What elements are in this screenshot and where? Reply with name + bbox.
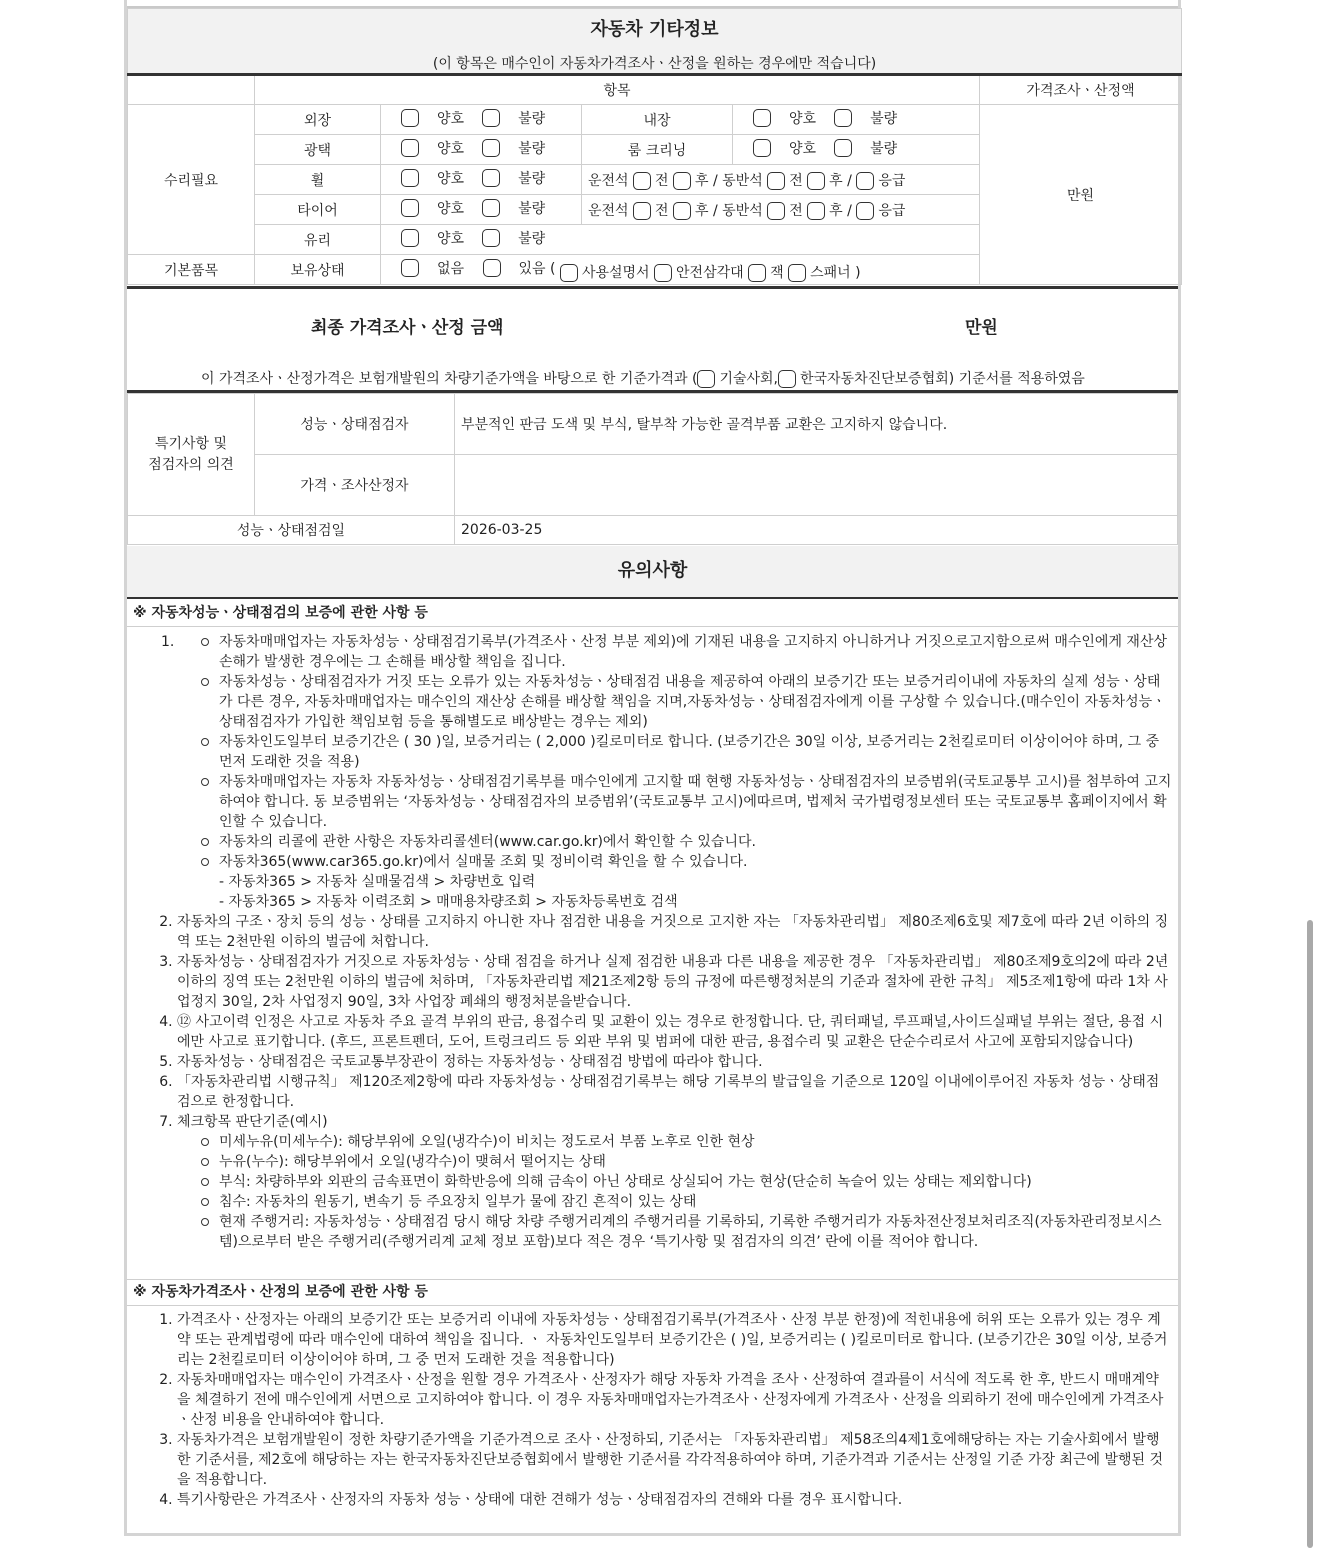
tire-driver-rear-checkbox[interactable] bbox=[673, 202, 691, 220]
basis-tech-society-checkbox[interactable] bbox=[697, 370, 715, 388]
notes-title: 유의사항 bbox=[617, 560, 688, 581]
item7-bullet: 미세누유(미세누수): 해당부위에 오일(냉각수)이 비치는 정도로서 부품 노후로 인한 현상 bbox=[219, 1132, 1172, 1152]
tire-label: 타이어 bbox=[255, 195, 381, 225]
triangle-checkbox[interactable] bbox=[654, 264, 672, 282]
inspection-form-page bbox=[124, 0, 1181, 1536]
other-info-table: 자동차 기타정보 (이 항목은 매수인이 자동차가격조사ㆍ산정을 원하는 경우에만 적습니다) 항목 가격조사ㆍ산정액 수리필요 외장 양호 불량 내장 양호 불량 만원 광택 양호 불량 룸 크리닝 양호 불량 휠 양호 불량 운전석 전 후 / 동반석 전 후 / 응급 타이어 양호 불량 운전석 전 후 / 동반석 전 후 / 응급 유리 양호 불량 기본품목 보유상태 없음 있음 ( 사용설명서 안전삼각대 잭 스패너 ) bbox=[127, 8, 1182, 285]
col-item-header: 항목 bbox=[255, 75, 980, 105]
price-unit: 만원 bbox=[980, 105, 1182, 285]
item1-bullet: 자동차인도일부터 보증기간은 ( 30 )일, 보증거리는 ( 2,000 )킬로미터로 합니다. (보증기간은 30일 이상, 보증거리는 2천킬로미터 이상이어야 하며, 그 중 먼저 도래한 것을 적용) bbox=[219, 732, 1172, 772]
warranty-item: 3. 자동차성능ㆍ상태점검자가 거짓으로 자동차성능ㆍ상태 점검을 하거나 실제 점검한 내용과 다른 내용을 제공한 경우 「자동차관리법」 제80조제9호의2에 따라 2년 이하의 징역 또는 2천만원 이하의 벌금에 처하며, 「자동차관리법 제21조제2항 등의 규정에 따른행정처분의 기준과 절차에 관한 규칙」 제5조제1항에 따라 1차 사업정지 30일, 2차 사업정지 90일, 3차 사업장 폐쇄의 행정처분을받습니다. bbox=[177, 952, 1172, 1012]
items-none-checkbox[interactable] bbox=[401, 259, 419, 277]
tire-good-checkbox[interactable] bbox=[401, 199, 419, 217]
items-have-checkbox[interactable] bbox=[483, 259, 501, 277]
warranty-item: 5. 자동차성능ㆍ상태점검은 국토교통부장관이 정하는 자동차성능ㆍ상태점검 방법에 따라야 합니다. bbox=[177, 1052, 1172, 1072]
basic-items-label: 기본품목 bbox=[128, 255, 255, 285]
room-cleaning-bad-checkbox[interactable] bbox=[834, 139, 852, 157]
item1-bullet: 자동차매매업자는 자동차 자동차성능ㆍ상태점검기록부를 매수인에게 고지할 때 현행 자동차성능ㆍ상태점검자의 보증범위(국토교통부 고시)를 첨부하여 고지하여야 합니다. 동 보증범위는 ‘자동차성능ㆍ상태점검자의 보증범위’(국토교통부 고시)에따르며, 법제처 국가법령정보센터 또는 국토교통부 홈페이지에서 확인할 수 있습니다. bbox=[219, 774, 1172, 830]
item7-bullet: 현재 주행거리: 자동차성능ㆍ상태점검 당시 해당 차량 주행거리계의 주행거리를 기록하되, 기록한 주행거리가 자동차전산정보처리조직(자동차관리정보시스템)으로부터 받은 주행거리(주행거리계 교체 정보 포함)보다 적은 경우 ‘특기사항 및 점검자의 의견’ 란에 이를 적어야 합니다. bbox=[219, 1212, 1172, 1252]
opinion-table bbox=[127, 393, 1178, 545]
section-title-other-info: 자동차 기타정보 bbox=[590, 19, 719, 40]
price-items-list bbox=[127, 1310, 1172, 1510]
price-item: 2. 자동차매매업자는 매수인이 가격조사ㆍ산정을 원할 경우 가격조사ㆍ산정자가 해당 자동차 가격을 조사ㆍ산정하여 결과를이 서식에 적도록 한 후, 반드시 매매계약을 체결하기 전에 매수인에게 서면으로 고지하여야 합니다. 이 경우 자동차매매업자는가격조사ㆍ산정자에게 가격조사ㆍ산정을 의뢰하기 전에 매수인에게 가격조사ㆍ산정 비용을 안내하여야 합니다. bbox=[177, 1370, 1172, 1430]
warranty-items-list bbox=[127, 912, 1172, 1252]
item1-bullet-list bbox=[177, 632, 1172, 872]
repair-needed-label: 수리필요 bbox=[128, 105, 255, 255]
item7-bullet: 부식: 차량하부와 외판의 금속표면이 화학반응에 의해 금속이 아닌 상태로 상실되어 가는 현상(단순히 녹슬어 있는 상태는 제외합니다) bbox=[219, 1172, 1172, 1192]
price-warranty-header: ※ 자동차가격조사ㆍ산정의 보증에 관한 사항 등 bbox=[127, 1279, 1178, 1306]
inspector-opinion: 부분적인 판금 도색 및 부식, 탈부착 가능한 골격부품 교환은 고지하지 않습니다. bbox=[455, 394, 1178, 455]
item1-bullet: 자동차의 리콜에 관한 사항은 자동차리콜센터(www.car.go.kr)에서 확인할 수 있습니다. bbox=[219, 832, 1172, 852]
section-subtitle: (이 항목은 매수인이 자동차가격조사ㆍ산정을 원하는 경우에만 적습니다) bbox=[432, 56, 877, 72]
warranty-item: 7. 체크항목 판단기준(예시) 미세누유(미세누수): 해당부위에 오일(냉각수)이 비치는 정도로서 부품 노후로 인한 현상 누유(누수): 해당부위에서 오일(냉각수)이 맺혀서 떨어지는 상태 부식: 차량하부와 외판의 금속표면이 화학반응에 의해 금속이 아닌 상태로 상실되어 가는 현상(단순히 녹슬어 있는 상태는 제외합니다) 침수: 자동차의 원동기, 변속기 등 주요장치 일부가 물에 잠긴 흔적이 있는 상태 현재 주행거리: 자동차성능ㆍ상태점검 당시 해당 차량 주행거리계의 주행거리를 기록하되, 기록한 주행거리가 자동차전산정보처리조직(자동차관리정보시스템)으로부터 받은 주행거리(주행거리계 교체 정보 포함)보다 적은 경우 ‘특기사항 및 점검자의 의견’ 란에 이를 적어야 합니다. bbox=[177, 1112, 1172, 1252]
wheel-driver-rear-checkbox[interactable] bbox=[673, 172, 691, 190]
wheel-driver-front-checkbox[interactable] bbox=[633, 172, 651, 190]
opinion-label-line2: 점검자의 의견 bbox=[148, 456, 234, 473]
appraiser-opinion bbox=[455, 455, 1178, 516]
warranty-item: 6. 「자동차관리법 시행규칙」 제120조제2항에 따라 자동차성능ㆍ상태점검기록부는 해당 기록부의 발급일을 기준으로 120일 이내에이루어진 자동차 성능ㆍ상태점검으로 한정합니다. bbox=[177, 1072, 1172, 1112]
opinion-label-line1: 특기사항 및 bbox=[154, 435, 228, 452]
warranty-notes: 1. 자동차매매업자는 자동차성능ㆍ상태점검기록부(가격조사ㆍ산정 부분 제외)에 기재된 내용을 고지하지 아니하거나 거짓으로고지함으로써 매수인에게 재산상 손해가 발생한 경우에는 그 손해를 배상할 책임을 집니다. 자동차성능ㆍ상태점검자가 거짓 또는 오류가 있는 자동차성능ㆍ상태점검 내용을 제공하여 아래의 보증기간 또는 보증거리이내에 자동차의 실제 성능ㆍ상태가 다른 경우, 자동차매매업자는 매수인의 재산상 손해를 배상할 책임을 지며,자동차성능ㆍ상태점검자에게 이를 구상할 수 있습니다.(매수인이 자동차성능ㆍ상태점검자가 가입한 책임보험 등을 통해별도로 배상받는 경우는 제외) 자동차인도일부터 보증기간은 ( 30 )일, 보증거리는 ( 2,000 )킬로미터로 합니다. (보증기간은 30일 이상, 보증거리는 2천킬로미터 이상이어야 하며, 그 중 먼저 도래한 것을 적용) 자동차매매업자는 자동차 자동차성능ㆍ상태점검기록부를 매수인에게 고지할 때 현행 자동차성능ㆍ상태점검자의 보증범위(국토교통부 고시)를 첨부하여 고지하여야 합니다. 동 보증범위는 ‘자동차성능ㆍ상태점검자의 보증범위’(국토교통부 고시)에따르며, 법제처 국가법령정보센터 또는 국토교통부 홈페이지에서 확인할 수 있습니다. 자동차의 리콜에 관한 사항은 자동차리콜센터(www.car.go.kr)에서 확인할 수 있습니다. 자동차365(www.car365.go.kr)에서 실매물 조회 및 정비이력 확인을 할 수 있습니다. - 자동차365 > 자동차 실매물검색 > 차량번호 입력 - 자동차365 > 자동차 이력조회 > 매매용차량조회 > 자동차등록번호 검색 2. 자동차의 구조ㆍ장치 등의 성능ㆍ상태를 고지하지 아니한 자나 점검한 내용을 거짓으로 고지한 자는 「자동차관리법」 제80조제6호및 제7호에 따라 2년 이하의 징역 또는 2천만원 이하의 벌금에 처합니다. 3. 자동차성능ㆍ상태점검자가 거짓으로 자동차성능ㆍ상태 점검을 하거나 실제 점검한 내용과 다른 내용을 제공한 경우 「자동차관리법」 제80조제9호의2에 따라 2년 이하의 징역 또는 2천만원 이하의 벌금에 처하며, 「자동차관리법 제21조제2항 등의 규정에 따른행정처분의 기준과 절차에 관한 규칙」 제5조제1항에 따라 1차 사업정지 30일, 2차 사업정지 90일, 3차 사업장 폐쇄의 행정처분을받습니다. 4. ⑫ 사고이력 인정은 사고로 자동차 주요 골격 부위의 판금, 용접수리 및 교환이 있는 경우로 한정합니다. 단, 쿼터패널, 루프패널,사이드실패널 부위는 절단, 용접 시에만 사고로 표기합니다. (후드, 프론트펜더, 도어, 트렁크리드 등 외판 부위 및 범퍼에 대한 판금, 용접수리 및 교환은 단순수리로서 사고에 포함되지않습니다) 5. 자동차성능ㆍ상태점검은 국토교통부장관이 정하는 자동차성능ㆍ상태점검 방법에 따라야 합니다. 6. 「자동차관리법 시행규칙」 제120조제2항에 따라 자동차성능ㆍ상태점검기록부는 해당 기록부의 발급일을 기준으로 120일 이내에이루어진 자동차 성능ㆍ상태점검으로 한정합니다. 7. 체크항목 판단기준(예시) 미세누유(미세누수): 해당부위에 오일(냉각수)이 비치는 정도로서 부품 노후로 인한 현상 누유(누수): 해당부위에서 오일(냉각수)이 맺혀서 떨어지는 상태 부식: 차량하부와 외판의 금속표면이 화학반응에 의해 금속이 아닌 상태로 상실되어 가는 현상(단순히 녹슬어 있는 상태는 제외합니다) 침수: 자동차의 원동기, 변속기 등 주요장치 일부가 물에 잠긴 흔적이 있는 상태 현재 주행거리: 자동차성능ㆍ상태점검 당시 해당 차량 주행거리계의 주행거리를 기록하되, 기록한 주행거리가 자동차전산정보처리조직(자동차관리정보시스템)으로부터 받은 주행거리(주행거리계 교체 정보 포함)보다 적은 경우 ‘특기사항 및 점검자의 의견’ 란에 이를 적어야 합니다. bbox=[127, 632, 1172, 1252]
glass-label: 유리 bbox=[255, 225, 381, 255]
price-item: 1. 가격조사ㆍ산정자는 아래의 보증기간 또는 보증거리 이내에 자동차성능ㆍ상태점검기록부(가격조사ㆍ산정 부분 한정)에 적힌내용에 허위 또는 오류가 있는 경우 계약 또는 관계법령에 따라 매수인에 대하여 책임을 집니다. ㆍ 자동차인도일부터 보증기간은 ( )일, 보증거리는 ( )킬로미터로 합니다. (보증기간은 30일 이상, 보증거리는 2천킬로미터 이상이어야 하며, 그 중 먼저 도래한 것을 적용합니다) bbox=[177, 1310, 1172, 1370]
item7-bullet: 침수: 자동차의 원동기, 변속기 등 주요장치 일부가 물에 잠긴 흔적이 있는 상태 bbox=[219, 1192, 1172, 1212]
tire-passenger-front-checkbox[interactable] bbox=[767, 202, 785, 220]
final-amount-label: 최종 가격조사ㆍ산정 금액 bbox=[311, 318, 504, 338]
final-amount-block: 최종 가격조사ㆍ산정 금액 만원 이 가격조사ㆍ산정가격은 보험개발원의 차량기준가액을 바탕으로 한 기준가격과 ( 기술사회, 한국자동차진단보증협회) 기준서를 적용하였음 bbox=[127, 286, 1178, 393]
exterior-label: 외장 bbox=[255, 105, 381, 135]
room-cleaning-label: 룸 크리닝 bbox=[582, 135, 733, 165]
item1-bullet: 자동차성능ㆍ상태점검자가 거짓 또는 오류가 있는 자동차성능ㆍ상태점검 내용을 제공하여 아래의 보증기간 또는 보증거리이내에 자동차의 실제 성능ㆍ상태가 다른 경우, 자동차매매업자는 매수인의 재산상 손해를 배상할 책임을 지며,자동차성능ㆍ상태점검자에게 이를 구상할 수 있습니다.(매수인이 자동차성능ㆍ상태점검자가 가입한 책임보험 등을 통해별도로 배상받는 경우는 제외) bbox=[219, 672, 1172, 732]
interior-good-checkbox[interactable] bbox=[753, 109, 771, 127]
final-amount-unit: 만원 bbox=[965, 318, 998, 338]
item1-sub1: - 자동차365 > 자동차 실매물검색 > 차량번호 입력 bbox=[219, 874, 536, 890]
wheel-passenger-front-checkbox[interactable] bbox=[767, 172, 785, 190]
notes-title-bar bbox=[127, 546, 1178, 599]
interior-label: 내장 bbox=[582, 105, 733, 135]
possession-label: 보유상태 bbox=[255, 255, 381, 285]
tire-passenger-rear-checkbox[interactable] bbox=[807, 202, 825, 220]
item1-bullet: 자동차365(www.car365.go.kr)에서 실매물 조회 및 정비이력 확인을 할 수 있습니다. bbox=[219, 852, 1172, 872]
wheel-bad-checkbox[interactable] bbox=[482, 169, 500, 187]
glass-good-checkbox[interactable] bbox=[401, 229, 419, 247]
item7-bullet-list bbox=[177, 1132, 1172, 1252]
inspection-date-value: 2026-03-25 bbox=[455, 516, 1178, 545]
inspection-date-label: 성능ㆍ상태점검일 bbox=[128, 516, 455, 545]
gloss-bad-checkbox[interactable] bbox=[482, 139, 500, 157]
price-notes bbox=[127, 1310, 1172, 1510]
warranty-header: ※ 자동차성능ㆍ상태점검의 보증에 관한 사항 등 bbox=[127, 601, 1178, 627]
tire-emergency-checkbox[interactable] bbox=[856, 202, 874, 220]
item7-bullet: 누유(누수): 해당부위에서 오일(냉각수)이 맺혀서 떨어지는 상태 bbox=[219, 1152, 1172, 1172]
page-scrollbar[interactable] bbox=[1307, 920, 1313, 1548]
manual-checkbox[interactable] bbox=[560, 264, 578, 282]
room-cleaning-good-checkbox[interactable] bbox=[753, 139, 771, 157]
price-item: 3. 자동차가격은 보험개발원이 정한 차량기준가액을 기준가격으로 조사ㆍ산정하되, 기준서는 「자동차관리법」 제58조의4제1호에해당하는 자는 기술사회에서 발행한 기준서를, 제2호에 해당하는 자는 한국자동차진단보증협회에서 발행한 기준서를 각각적용하여야 하며, 기준가격과 기준서는 산정일 기준 가장 최근에 발행된 것을 적용합니다. bbox=[177, 1430, 1172, 1490]
item1-sub2: - 자동차365 > 자동차 이력조회 > 매매용차량조회 > 자동차등록번호 검색 bbox=[219, 894, 678, 910]
col-price-header: 가격조사ㆍ산정액 bbox=[980, 75, 1182, 105]
wheel-passenger-rear-checkbox[interactable] bbox=[807, 172, 825, 190]
inspector-label: 성능ㆍ상태점검자 bbox=[255, 394, 455, 455]
warranty-item: 2. 자동차의 구조ㆍ장치 등의 성능ㆍ상태를 고지하지 아니한 자나 점검한 내용을 거짓으로 고지한 자는 「자동차관리법」 제80조제6호및 제7호에 따라 2년 이하의 징역 또는 2천만원 이하의 벌금에 처합니다. bbox=[177, 912, 1172, 952]
tire-bad-checkbox[interactable] bbox=[482, 199, 500, 217]
spanner-checkbox[interactable] bbox=[788, 264, 806, 282]
exterior-good-checkbox[interactable] bbox=[401, 109, 419, 127]
wheel-emergency-checkbox[interactable] bbox=[856, 172, 874, 190]
price-item: 4. 특기사항란은 가격조사ㆍ산정자의 자동차 성능ㆍ상태에 대한 견해가 성능ㆍ상태점검자의 견해와 다를 경우 표시합니다. bbox=[177, 1490, 1172, 1510]
gloss-good-checkbox[interactable] bbox=[401, 139, 419, 157]
glass-bad-checkbox[interactable] bbox=[482, 229, 500, 247]
basis-kadia-checkbox[interactable] bbox=[778, 370, 796, 388]
appraiser-label: 가격ㆍ조사산정자 bbox=[255, 455, 455, 516]
item1-bullet: 자동차매매업자는 자동차성능ㆍ상태점검기록부(가격조사ㆍ산정 부분 제외)에 기재된 내용을 고지하지 아니하거나 거짓으로고지함으로써 매수인에게 재산상 손해가 발생한 경우에는 그 손해를 배상할 책임을 집니다. bbox=[219, 632, 1172, 672]
gloss-label: 광택 bbox=[255, 135, 381, 165]
wheel-label: 휠 bbox=[255, 165, 381, 195]
jack-checkbox[interactable] bbox=[748, 264, 766, 282]
warranty-item: 4. ⑫ 사고이력 인정은 사고로 자동차 주요 골격 부위의 판금, 용접수리 및 교환이 있는 경우로 한정합니다. 단, 쿼터패널, 루프패널,사이드실패널 부위는 절단, 용접 시에만 사고로 표기합니다. (후드, 프론트펜더, 도어, 트렁크리드 등 외판 부위 및 범퍼에 대한 판금, 용접수리 및 교환은 단순수리로서 사고에 포함되지않습니다) bbox=[177, 1012, 1172, 1052]
wheel-good-checkbox[interactable] bbox=[401, 169, 419, 187]
basis-prefix: 이 가격조사ㆍ산정가격은 보험개발원의 차량기준가액을 바탕으로 한 기준가격과 ( bbox=[201, 371, 698, 387]
interior-bad-checkbox[interactable] bbox=[834, 109, 852, 127]
tire-driver-front-checkbox[interactable] bbox=[633, 202, 651, 220]
exterior-bad-checkbox[interactable] bbox=[482, 109, 500, 127]
